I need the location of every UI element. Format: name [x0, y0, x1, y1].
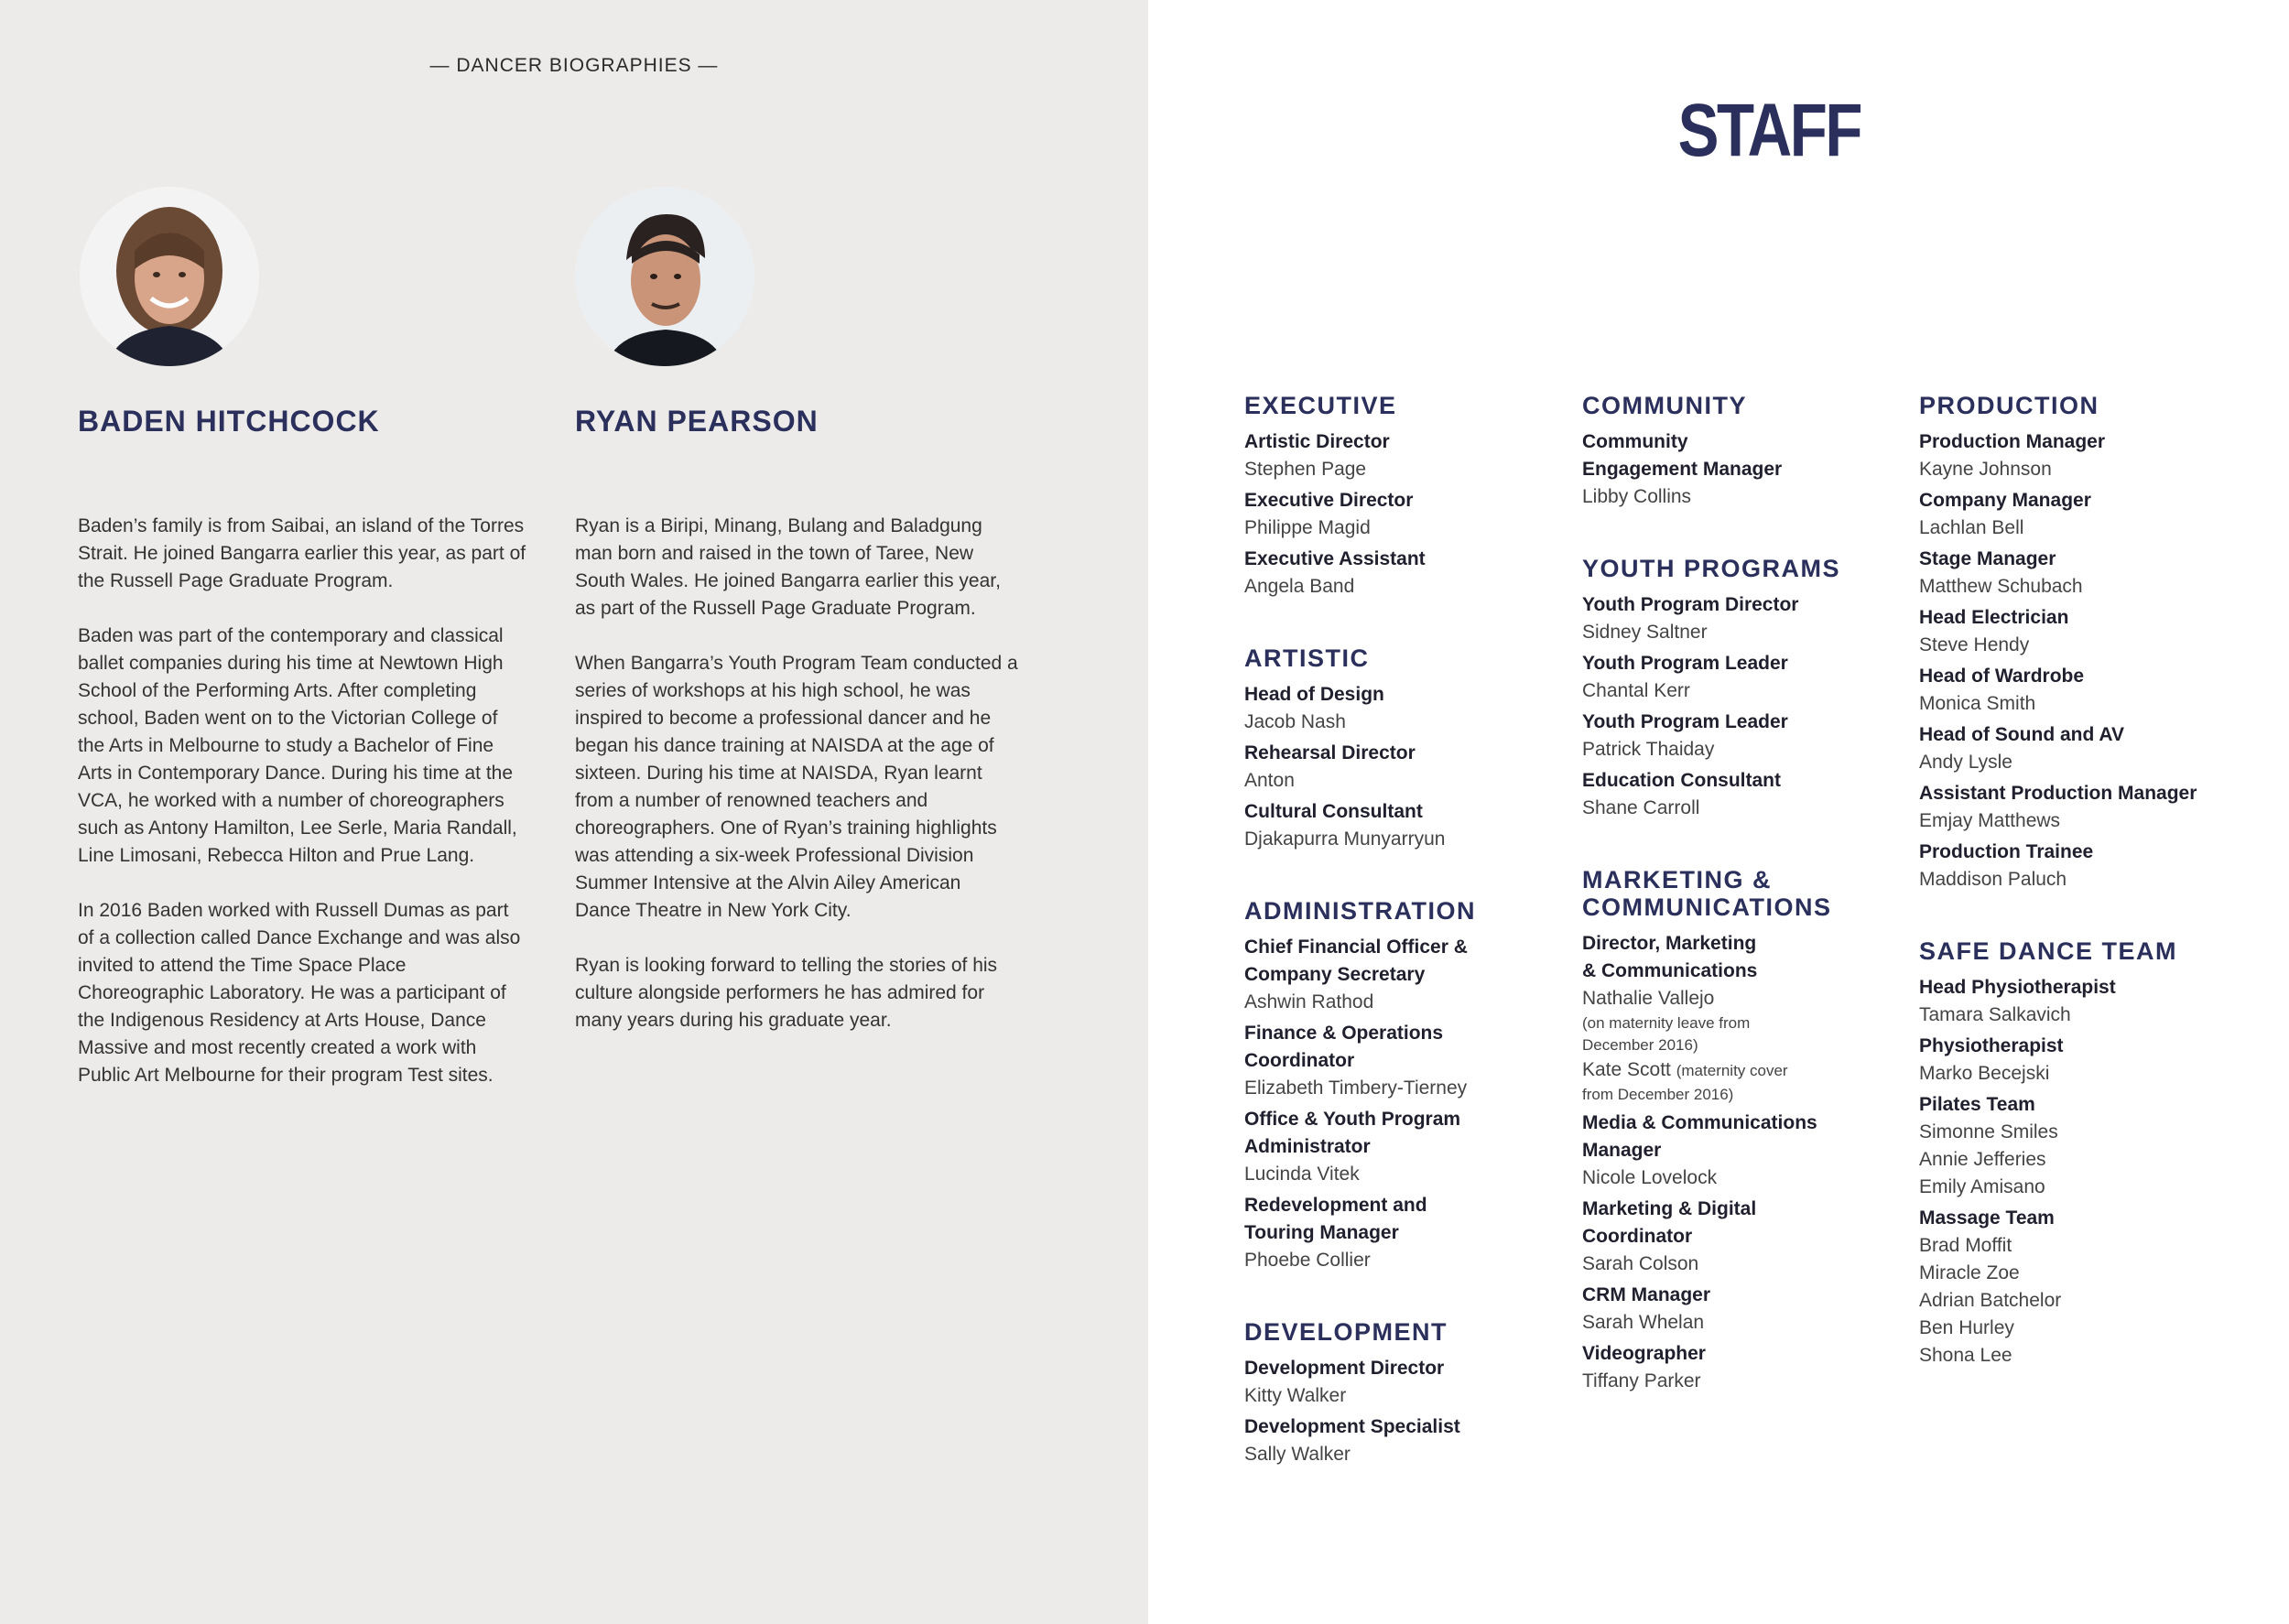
note: December 2016): [1582, 1036, 1698, 1054]
dancer-photo-ryan: [575, 187, 754, 366]
person-name: Kate Scott: [1582, 1059, 1671, 1080]
dept-title: SAFE DANCE TEAM: [1919, 937, 2178, 965]
person: Sarah Whelan: [1582, 1312, 1705, 1333]
role: Redevelopment and: [1244, 1195, 1427, 1216]
person: Lucinda Vitek: [1244, 1164, 1360, 1185]
role: Company Manager: [1919, 490, 2091, 511]
role: Head of Sound and AV: [1919, 724, 2124, 745]
person: Miracle Zoe: [1919, 1262, 2020, 1283]
person: Adrian Batchelor: [1919, 1290, 2062, 1311]
role: Development Specialist: [1244, 1416, 1460, 1437]
person: Shane Carroll: [1582, 797, 1700, 818]
person: Andy Lysle: [1919, 752, 2012, 773]
person: Steve Hendy: [1919, 634, 2030, 655]
staff-column-1: [1244, 392, 1565, 1512]
person: Tiffany Parker: [1582, 1370, 1701, 1391]
person: Kayne Johnson: [1919, 459, 2052, 480]
role: Cultural Consultant: [1244, 801, 1423, 822]
role: Community: [1582, 431, 1688, 452]
person: Tamara Salkavich: [1919, 1004, 2071, 1025]
role: Assistant Production Manager: [1919, 783, 2197, 804]
dancer-photo-baden: [80, 187, 259, 366]
bio-paragraph: When Bangarra’s Youth Program Team conducted a series of workshops at his high school, he was inspired to become a professional dancer and he began his dance training at NAISDA at the age of sixteen. During his time at NAISDA, Ryan learnt from a number of renowned teachers and choreographers. One of Ryan’s training highlights was attending a six-week Professional Division Summer Intensive at the Alvin Ailey American Dance Theatre in New York City.: [575, 653, 1018, 921]
bio-paragraph: Baden’s family is from Saibai, an island of the Torres Strait. He joined Bangarra earlier this year, as part of the Russell Page Graduate Program.: [78, 515, 526, 591]
dept-safe-dance-team: [1919, 937, 2267, 1370]
dept-development: [1244, 1318, 1565, 1468]
dancer-bio-ryan: [575, 513, 1019, 1062]
role: Touring Manager: [1244, 1222, 1399, 1243]
person: Angela Band: [1244, 576, 1355, 597]
person: Annie Jefferies: [1919, 1149, 2046, 1170]
bio-paragraph: Baden was part of the contemporary and classical ballet companies during his time at Newtown High School of the Performing Arts. After completing school, Baden went on to the Victorian College of the Arts in Melbourne to study a Bachelor of Fine Arts in Contemporary Dance. During his time at the VCA, he worked with a number of choreographers such as Antony Hamilton, Lee Serle, Maria Randall, Line Limosani, Rebecca Hilton and Prue Lang.: [78, 625, 517, 866]
person: Sarah Colson: [1582, 1253, 1699, 1274]
dept-administration: [1244, 897, 1565, 1274]
dept-executive: [1244, 392, 1565, 601]
role: Development Director: [1244, 1358, 1445, 1379]
person: Djakapurra Munyarryun: [1244, 828, 1446, 850]
role: Executive Director: [1244, 490, 1414, 511]
person: Nathalie Vallejo: [1582, 988, 1715, 1009]
person: Simonne Smiles: [1919, 1121, 2058, 1142]
staff-title: STAFF: [1677, 89, 1860, 172]
role: Marketing & Digital: [1582, 1198, 1757, 1219]
role: Administrator: [1244, 1136, 1371, 1157]
dancer-name-ryan: RYAN PEARSON: [575, 405, 819, 438]
person: Shona Lee: [1919, 1345, 2012, 1366]
role: Videographer: [1582, 1343, 1706, 1364]
dept-artistic: [1244, 644, 1565, 853]
person: Monica Smith: [1919, 693, 2036, 714]
staff-column-3: [1919, 392, 2267, 1413]
role: Pilates Team: [1919, 1094, 2035, 1115]
staff-column-2: [1582, 392, 1903, 1439]
role: Artistic Director: [1244, 431, 1390, 452]
dancer-name-baden: BADEN HITCHCOCK: [78, 405, 380, 438]
role: Production Trainee: [1919, 841, 2094, 862]
dept-title: COMMUNITY: [1582, 392, 1747, 419]
dept-title: EXECUTIVE: [1244, 392, 1397, 419]
note: (maternity cover: [1676, 1062, 1788, 1079]
person: Lachlan Bell: [1919, 517, 2024, 538]
role: Education Consultant: [1582, 770, 1781, 791]
dept-production: [1919, 392, 2267, 893]
person: Ben Hurley: [1919, 1317, 2014, 1338]
person: Jacob Nash: [1244, 711, 1346, 732]
person: Kitty Walker: [1244, 1385, 1347, 1406]
dancer-bio-baden: [78, 513, 526, 1117]
person: Libby Collins: [1582, 486, 1692, 507]
dept-title: ARTISTIC: [1244, 644, 1370, 672]
person: Sally Walker: [1244, 1444, 1351, 1465]
person: Matthew Schubach: [1919, 576, 2083, 597]
role: Head of Wardrobe: [1919, 666, 2085, 687]
role: Executive Assistant: [1244, 548, 1426, 569]
role: & Communications: [1582, 960, 1758, 981]
person: Philippe Magid: [1244, 517, 1371, 538]
dept-community: [1582, 392, 1903, 511]
role: Youth Program Director: [1582, 594, 1799, 615]
note: (on maternity leave from: [1582, 1014, 1751, 1032]
person: Emily Amisano: [1919, 1176, 2045, 1197]
dept-youth-programs: [1582, 555, 1903, 822]
role: Company Secretary: [1244, 964, 1426, 985]
dept-title: MARKETING &: [1582, 866, 1772, 893]
person: [1582, 1056, 1903, 1084]
dept-title: YOUTH PROGRAMS: [1582, 555, 1841, 582]
person: Marko Becejski: [1919, 1063, 2050, 1084]
role: Rehearsal Director: [1244, 742, 1416, 763]
person: Sidney Saltner: [1582, 622, 1708, 643]
role: Physiotherapist: [1919, 1035, 2064, 1056]
role: Stage Manager: [1919, 548, 2056, 569]
role: Engagement Manager: [1582, 459, 1783, 480]
section-header: — DANCER BIOGRAPHIES —: [429, 55, 719, 76]
person: Emjay Matthews: [1919, 810, 2061, 831]
dept-title: ADMINISTRATION: [1244, 897, 1476, 925]
dept-marketing: [1582, 866, 1903, 1395]
bio-paragraph: Ryan is a Biripi, Minang, Bulang and Baladgung man born and raised in the town of Taree, New South Wales. He joined Bangarra earlier this year, as part of the Russell Page Graduate Program.: [575, 515, 1001, 619]
role: Youth Program Leader: [1582, 711, 1788, 732]
person: Nicole Lovelock: [1582, 1167, 1718, 1188]
person: Brad Moffit: [1919, 1235, 2012, 1256]
role: Massage Team: [1919, 1207, 2055, 1229]
role: Head Electrician: [1919, 607, 2069, 628]
role: Chief Financial Officer &: [1244, 937, 1468, 958]
role: CRM Manager: [1582, 1284, 1711, 1305]
role: Production Manager: [1919, 431, 2106, 452]
bio-paragraph: Ryan is looking forward to telling the stories of his culture alongside performers he has admired for many years during his graduate year.: [575, 955, 998, 1031]
role: Finance & Operations: [1244, 1023, 1444, 1044]
person: Phoebe Collier: [1244, 1250, 1371, 1271]
person: Patrick Thaiday: [1582, 739, 1715, 760]
role: Coordinator: [1582, 1226, 1693, 1247]
role: Head Physiotherapist: [1919, 977, 2116, 998]
role: Office & Youth Program: [1244, 1109, 1461, 1130]
person: Chantal Kerr: [1582, 680, 1690, 701]
person: Elizabeth Timbery-Tierney: [1244, 1077, 1468, 1099]
role: Manager: [1582, 1140, 1662, 1161]
dept-title: PRODUCTION: [1919, 392, 2099, 419]
role: Coordinator: [1244, 1050, 1355, 1071]
bio-paragraph: In 2016 Baden worked with Russell Dumas as part of a collection called Dance Exchange and was also invited to attend the Time Space Place Choreographic Laboratory. He was a participant of the Indigenous Residency at Arts House, Dance Massive and most recently created a work with Public Art Melbourne for their program Test sites.: [78, 900, 521, 1086]
person: Ashwin Rathod: [1244, 991, 1374, 1012]
person: Stephen Page: [1244, 459, 1367, 480]
dept-title: COMMUNICATIONS: [1582, 893, 1832, 921]
dept-title: DEVELOPMENT: [1244, 1318, 1448, 1346]
role: Head of Design: [1244, 684, 1384, 705]
note: from December 2016): [1582, 1086, 1734, 1103]
role: Youth Program Leader: [1582, 653, 1788, 674]
role: Media & Communications: [1582, 1112, 1817, 1133]
person: Maddison Paluch: [1919, 869, 2067, 890]
person: Anton: [1244, 770, 1295, 791]
role: Director, Marketing: [1582, 933, 1757, 954]
